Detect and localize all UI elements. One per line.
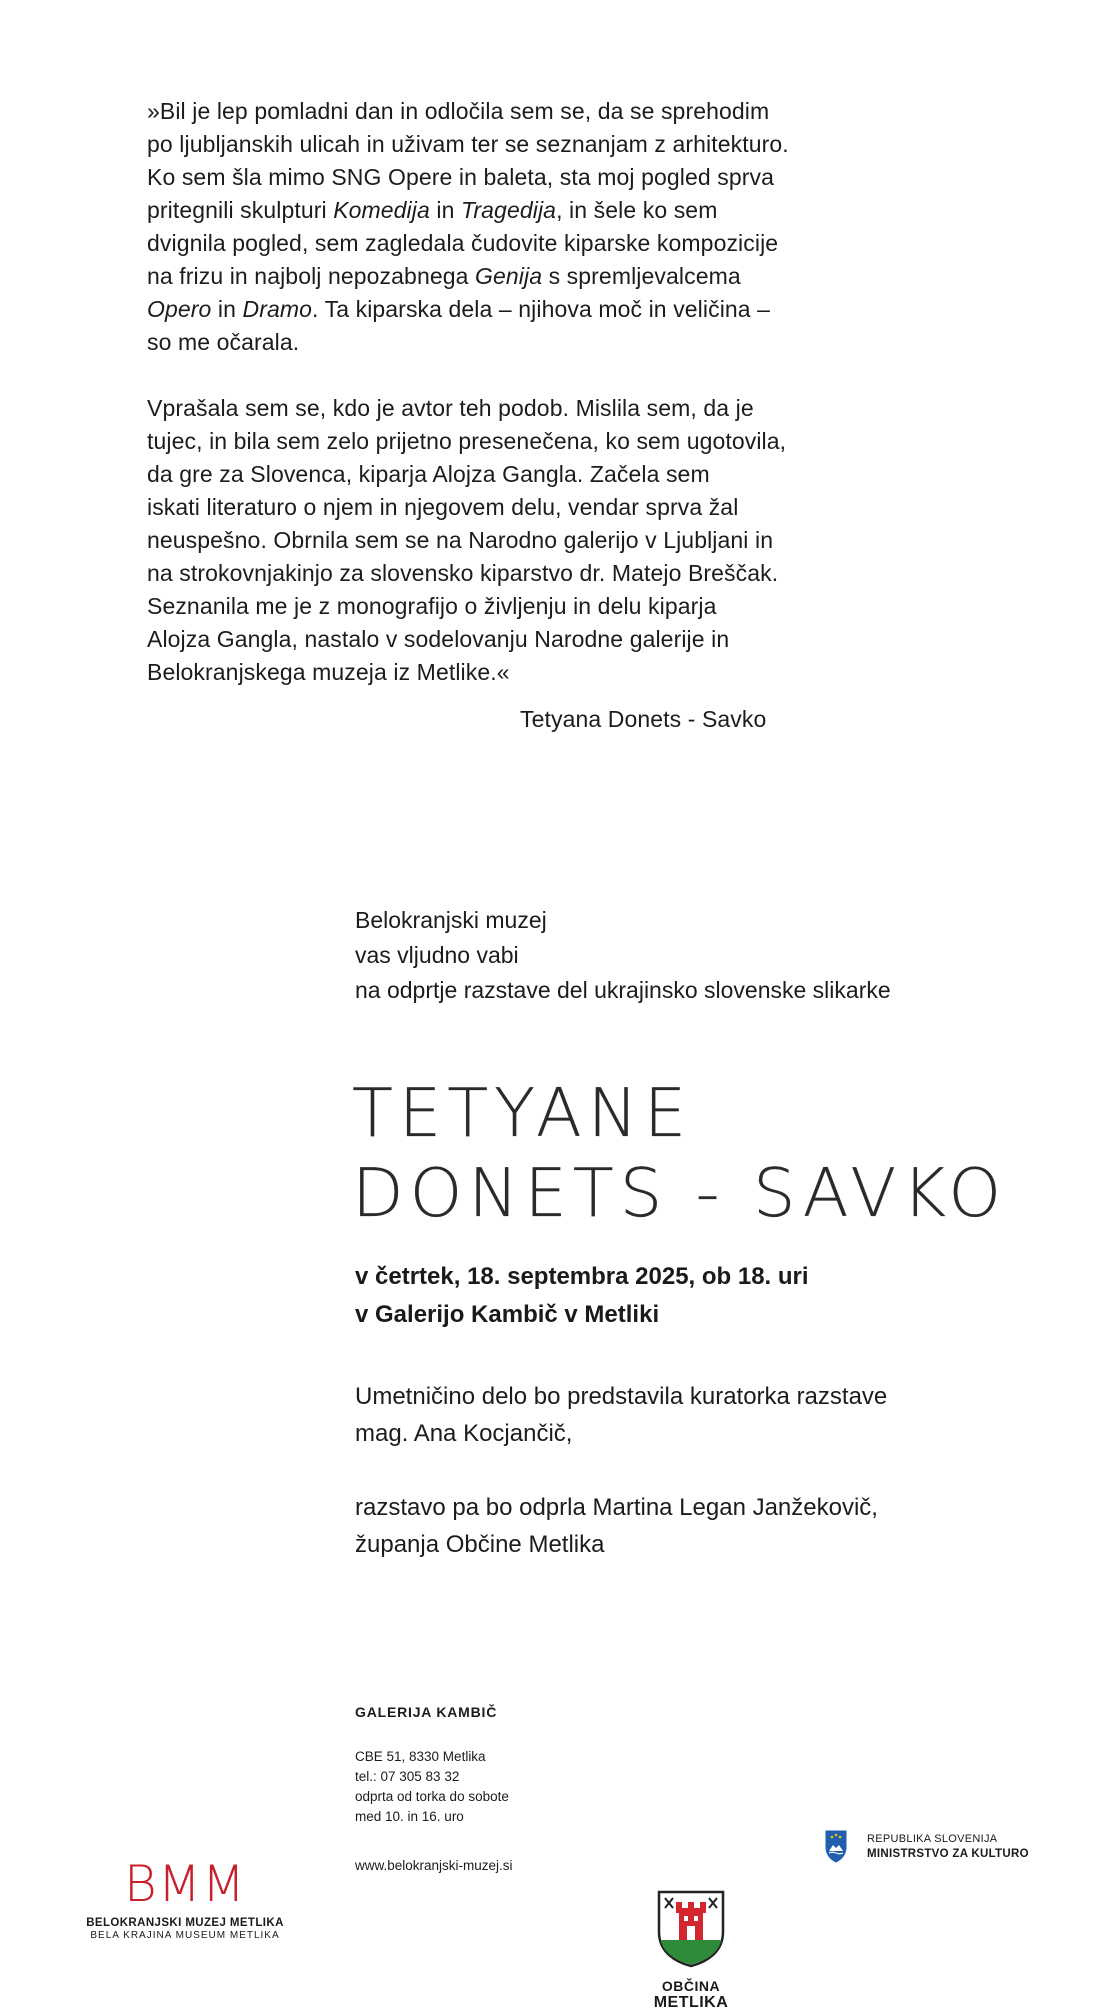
gallery-contact — [355, 1747, 615, 1827]
obcina-line2: METLIKA — [653, 1994, 729, 2011]
bmm-logo-letters: BMM — [123, 1855, 247, 1913]
artist-last-name: DONETS - SAVKO — [352, 1154, 1008, 1232]
quote-line: Alojza Gangla, nastalo v sodelovanju Narodne galerije in — [147, 626, 730, 652]
event-date: v četrtek, 18. septembra 2025, ob 18. uri — [355, 1263, 809, 1290]
quote-line: da gre za Slovenca, kiparja Alojza Gangla. Začela sem — [147, 461, 710, 487]
ministry-line1: REPUBLIKA SLOVENIJA — [867, 1833, 998, 1845]
gallery-address: CBE 51, 8330 Metlika — [355, 1749, 486, 1764]
obcina-line1: OBČINA — [661, 1978, 721, 1994]
gallery-website-link[interactable]: www.belokranjski-muzej.si — [355, 1858, 513, 1873]
quote-block — [147, 95, 847, 736]
invitation-line: vas vljudno vabi — [355, 942, 519, 968]
metlika-coat-of-arms-icon — [655, 1888, 727, 1968]
artist-first-name: TETYANE — [352, 1074, 693, 1152]
quote-line: Belokranjskega muzeja iz Metlike.« — [147, 659, 510, 685]
event-details — [355, 1258, 809, 1334]
sculpture-title: Komedija — [333, 197, 430, 223]
invitation-line: na odprtje razstave del ukrajinsko slovenske slikarke — [355, 977, 891, 1003]
quote-line: »Bil je lep pomladni dan in odločila sem se, da se sprehodim — [147, 98, 770, 124]
speakers-block — [355, 1378, 887, 1563]
opener-line: razstavo pa bo odprla Martina Legan Janžekovič, — [355, 1494, 878, 1521]
quote-text: na frizu in najbolj nepozabnega — [147, 263, 475, 289]
invitation-line: Belokranjski muzej — [355, 907, 547, 933]
gallery-phone: tel.: 07 305 83 32 — [355, 1769, 460, 1784]
quote-line: iskati literaturo o njem in njegovem delu, vendar sprva žal — [147, 494, 739, 520]
sculpture-title: Dramo — [242, 296, 313, 322]
quote-line — [147, 293, 847, 326]
gallery-hours: odprta od torka do sobote — [355, 1789, 509, 1804]
quote-line: Vprašala sem se, kdo je avtor teh podob. Mislila sem, da je — [147, 395, 754, 421]
quote-line: dvignila pogled, sem zagledala čudovite kiparske kompozicije — [147, 230, 779, 256]
slovenia-coat-of-arms-icon — [824, 1829, 848, 1863]
quote-text: pritegnili skulpturi — [147, 197, 334, 223]
quote-line: na strokovnjakinjo za slovensko kiparstvo dr. Matejo Breščak. — [147, 560, 779, 586]
artist-name-heading — [352, 1073, 1007, 1233]
quote-line — [147, 194, 847, 227]
sculpture-title: Opero — [147, 296, 212, 322]
quote-line: so me očarala. — [147, 329, 300, 355]
ministry-line2: MINISTRSTVO ZA KULTURO — [867, 1848, 1029, 1860]
quote-line: po ljubljanskih ulicah in uživam ter se seznanjam z arhitekturo. — [147, 131, 789, 157]
gallery-info — [355, 1703, 615, 1875]
curator-line: mag. Ana Kocjančič, — [355, 1420, 573, 1447]
event-place: v Galerijo Kambič v Metliki — [355, 1301, 660, 1328]
sculpture-title: Tragedija — [460, 197, 557, 223]
quote-text: . Ta kiparska dela – njihova moč in veličina – — [312, 296, 771, 322]
obcina-metlika-logo — [636, 1888, 746, 2012]
quote-text: s spremljevalcema — [542, 263, 741, 289]
quote-line: neuspešno. Obrnila sem se na Narodno galerijo v Ljubljani in — [147, 527, 774, 553]
bmm-logo-line1: BELOKRANJSKI MUZEJ METLIKA — [86, 1917, 284, 1929]
quote-line: Ko sem šla mimo SNG Opere in baleta, sta moj pogled sprva — [147, 164, 774, 190]
quote-line: Seznanila me je z monografijo o življenju in delu kiparja — [147, 593, 717, 619]
opener-line: županja Občine Metlika — [355, 1531, 605, 1558]
invitation-intro — [355, 903, 1055, 1008]
gallery-title: GALERIJA KAMBIČ — [355, 1704, 498, 1720]
quote-text: , in šele ko sem — [556, 197, 718, 223]
curator-line: Umetničino delo bo predstavila kuratorka razstave — [355, 1383, 888, 1410]
quote-paragraph-2 — [147, 392, 847, 689]
quote-line: tujec, in bila sem zelo prijetno presenečena, ko sem ugotovila, — [147, 428, 787, 454]
bmm-logo-line2: BELA KRAJINA MUSEUM METLIKA — [90, 1930, 280, 1941]
quote-author: Tetyana Donets - Savko — [520, 706, 767, 732]
quote-text: in — [211, 296, 243, 322]
bmm-logo — [80, 1855, 290, 1942]
sculpture-title: Genija — [475, 263, 543, 289]
quote-text: in — [429, 197, 461, 223]
quote-line — [147, 260, 847, 293]
gallery-hours: med 10. in 16. uro — [355, 1809, 464, 1824]
